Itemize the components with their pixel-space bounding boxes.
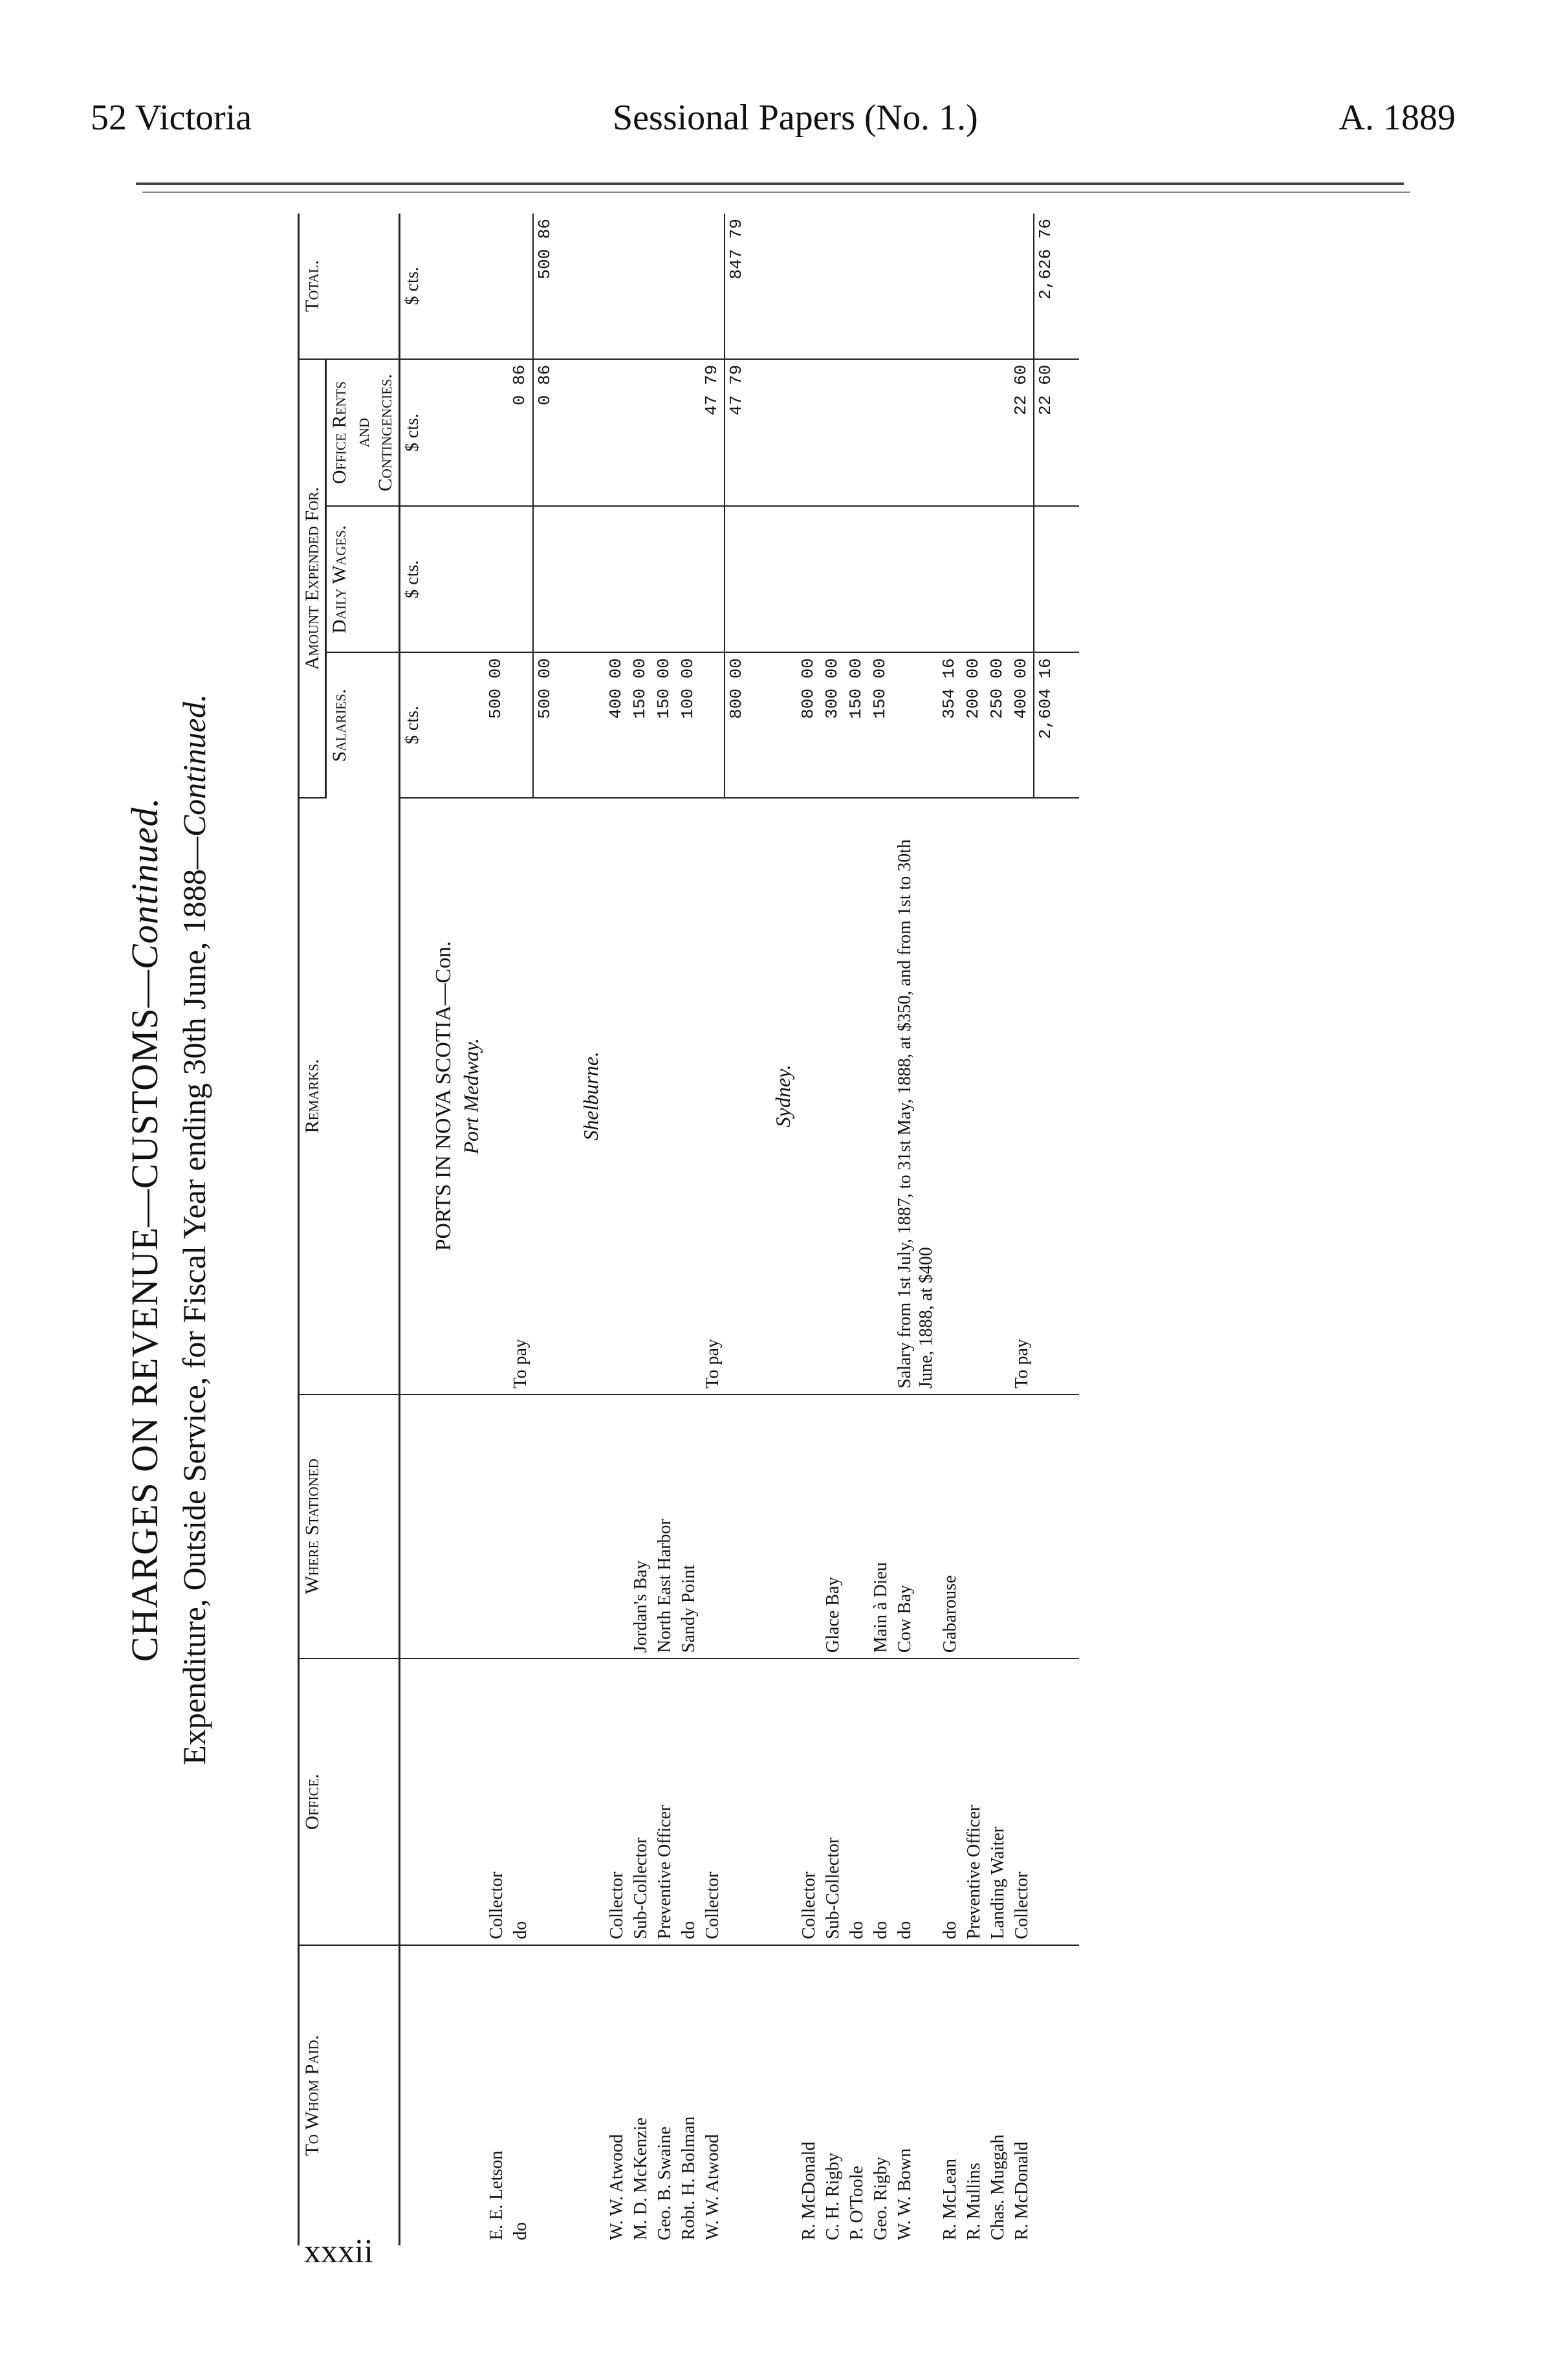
place-blank (770, 359, 797, 507)
total-amount (701, 214, 725, 359)
gap-cell (748, 359, 770, 507)
subtotal-blank (533, 1945, 556, 2245)
header-salaries: Salaries. (326, 652, 399, 798)
header-to-whom-paid: To Whom Paid. (299, 1945, 400, 2245)
salary-amount: 354 16 (938, 652, 962, 798)
section-subtotal-row (725, 214, 748, 2245)
office-title: do (869, 1658, 893, 1945)
office-title: Collector (701, 1658, 725, 1945)
place-blank (458, 1658, 485, 1945)
table-row (986, 214, 1010, 2245)
units-blank (399, 1394, 424, 1658)
payee-name: Robt. H. Bolman (679, 2116, 699, 2240)
place-blank (458, 214, 485, 359)
remarks (962, 798, 986, 1394)
place-row (458, 214, 485, 2245)
rents-amount (797, 359, 821, 507)
gap-cell (748, 506, 770, 652)
payee-name: E. E. Letson (486, 2150, 507, 2240)
section-subtotal-row (533, 214, 556, 2245)
office-title: Collector (1010, 1658, 1034, 1945)
subtotal-rents: 0 86 (533, 359, 556, 507)
remarks (821, 798, 845, 1394)
gap-cell (1057, 652, 1079, 798)
rents-amount (629, 359, 653, 507)
page-folio: xxxii (304, 2233, 373, 2270)
place-blank (578, 1945, 605, 2245)
total-amount (869, 214, 893, 359)
subtotal-blank (533, 1658, 556, 1945)
salary-amount: 150 00 (629, 652, 653, 798)
wages-amount (605, 506, 629, 652)
wages-amount (677, 506, 701, 652)
office-title: Sub-Collector (821, 1658, 845, 1945)
rents-amount: 0 86 (508, 359, 532, 507)
subtotal-blank (1034, 1394, 1057, 1658)
subtotal-blank (725, 1394, 748, 1658)
salary-amount: 150 00 (653, 652, 677, 798)
payee-name: C. H. Rigby (822, 2152, 843, 2240)
gap-cell (556, 1394, 578, 1658)
gap-cell (1057, 506, 1079, 652)
remarks (986, 798, 1010, 1394)
header-total: Total. (299, 214, 400, 359)
gap-cell (1057, 1394, 1079, 1658)
table-row (653, 214, 677, 2245)
header-office: Office. (299, 1658, 400, 1945)
salary-amount: 400 00 (1010, 652, 1034, 798)
total-amount (485, 214, 508, 359)
place-blank (458, 359, 485, 507)
table-row (508, 214, 532, 2245)
gap-cell (748, 1945, 770, 2245)
salary-amount: 200 00 (962, 652, 986, 798)
total-amount (938, 214, 962, 359)
rents-amount (893, 359, 938, 507)
region-row (424, 214, 458, 2245)
gap-cell (1057, 1945, 1079, 2245)
rents-amount (605, 359, 629, 507)
place-blank (770, 214, 797, 359)
place-blank (578, 1394, 605, 1658)
section-gap (556, 214, 578, 2245)
total-amount (962, 214, 986, 359)
salary-amount: 300 00 (821, 652, 845, 798)
rents-amount (653, 359, 677, 507)
rents-amount (821, 359, 845, 507)
total-amount (653, 214, 677, 359)
payee-name: R. Mullins (963, 2163, 984, 2240)
table-row (485, 214, 508, 2245)
payee-name: M. D. McKenzie (630, 2117, 651, 2240)
station: Gabarouse (938, 1394, 962, 1658)
wages-amount (797, 506, 821, 652)
subtotal-total: 500 86 (533, 214, 556, 359)
total-amount (677, 214, 701, 359)
place-name: Shelburne. (578, 798, 605, 1394)
rents-amount (938, 359, 962, 507)
wages-amount (508, 506, 532, 652)
payee-name: R. McLean (939, 2159, 960, 2240)
salary-amount (701, 652, 725, 798)
station: Main à Dieu (869, 1394, 893, 1658)
payee-name: Chas. Muggah (987, 2134, 1008, 2240)
total-amount (508, 214, 532, 359)
expenditure-table (298, 214, 1079, 2245)
place-blank (770, 506, 797, 652)
place-blank (578, 506, 605, 652)
office-title: do (845, 1658, 869, 1945)
salary-amount: 100 00 (677, 652, 701, 798)
section-subtotal-row (1034, 214, 1057, 2245)
rents-amount (869, 359, 893, 507)
remarks (485, 798, 508, 1394)
rents-amount: 22 60 (1010, 359, 1034, 507)
subtotal-blank (1034, 798, 1057, 1394)
remarks (629, 798, 653, 1394)
subtotal-wages (533, 506, 556, 652)
table-row (821, 214, 845, 2245)
place-blank (770, 1945, 797, 2245)
subtotal-wages (725, 506, 748, 652)
payee-name: W. W. Atwood (606, 2134, 627, 2240)
station: North East Harbor (653, 1394, 677, 1658)
payee-name: Geo. B. Swaine (655, 2126, 675, 2240)
place-blank (770, 1658, 797, 1945)
gap-cell (1057, 1658, 1079, 1945)
subtotal-salaries: 500 00 (533, 652, 556, 798)
station (701, 1394, 725, 1658)
gap-cell (748, 798, 770, 1394)
subtotal-blank (1034, 1658, 1057, 1945)
units-blank (399, 1658, 424, 1945)
office-title: Preventive Officer (653, 1658, 677, 1945)
station (962, 1394, 986, 1658)
subtotal-blank (725, 1945, 748, 2245)
office-title: Landing Waiter (986, 1658, 1010, 1945)
place-blank (458, 1945, 485, 2245)
wages-amount (869, 506, 893, 652)
salary-amount (508, 652, 532, 798)
office-title: Collector (797, 1658, 821, 1945)
wages-amount (1010, 506, 1034, 652)
place-row (770, 214, 797, 2245)
table-row (701, 214, 725, 2245)
subtotal-rents: 22 60 (1034, 359, 1057, 507)
place-blank (770, 652, 797, 798)
subtotal-blank (533, 798, 556, 1394)
place-blank (770, 1394, 797, 1658)
table-row (629, 214, 653, 2245)
payee-name: W. W. Bown (894, 2148, 915, 2240)
section-gap (1057, 214, 1079, 2245)
salary-amount: 800 00 (797, 652, 821, 798)
rotated-page-content (123, 214, 1397, 2245)
wages-amount (845, 506, 869, 652)
wages-amount (485, 506, 508, 652)
gap-cell (748, 1658, 770, 1945)
office-title: do (893, 1658, 938, 1945)
region-blank (424, 1658, 458, 1945)
region-blank (424, 359, 458, 507)
place-name: Sydney. (770, 798, 797, 1394)
subtotal-salaries: 2,604 16 (1034, 652, 1057, 798)
remarks: To pay (701, 798, 725, 1394)
units-salaries: $ cts. (399, 652, 424, 798)
total-amount (893, 214, 938, 359)
rents-amount (677, 359, 701, 507)
payee-name: R. McDonald (1011, 2141, 1032, 2240)
region-blank (424, 652, 458, 798)
subtitle-text: Expenditure, Outside Service, for Fiscal Year ending 30th June, 1888— (176, 837, 212, 1765)
rents-amount (986, 359, 1010, 507)
station (797, 1394, 821, 1658)
table-row (893, 214, 938, 2245)
table-row (938, 214, 962, 2245)
table-row (962, 214, 986, 2245)
subtotal-rents: 47 79 (725, 359, 748, 507)
station (508, 1394, 532, 1658)
place-blank (458, 652, 485, 798)
units-wages: $ cts. (399, 506, 424, 652)
header-daily-wages: Daily Wages. (326, 506, 399, 652)
running-header (91, 97, 1456, 155)
table-row (845, 214, 869, 2245)
units-blank (399, 1945, 424, 2245)
gap-cell (748, 214, 770, 359)
units-blank (399, 798, 424, 1394)
title-text: CHARGES ON REVENUE—CUSTOMS— (124, 969, 166, 1662)
remarks (845, 798, 869, 1394)
table-titles (123, 214, 285, 2245)
total-amount (797, 214, 821, 359)
wages-amount (986, 506, 1010, 652)
subtitle-continued: Continued. (176, 694, 212, 837)
office-title: do (938, 1658, 962, 1945)
header-publication: Sessional Papers (No. 1.) (613, 98, 978, 138)
region-heading: PORTS IN NOVA SCOTIA—Con. (424, 798, 458, 1394)
station: Glace Bay (821, 1394, 845, 1658)
title-continued: Continued. (124, 797, 166, 970)
office-title: do (677, 1658, 701, 1945)
header-year: A. 1889 (1339, 98, 1456, 138)
total-amount (986, 214, 1010, 359)
subtotal-wages (1034, 506, 1057, 652)
office-title: Preventive Officer (962, 1658, 986, 1945)
gap-cell (556, 652, 578, 798)
total-amount (629, 214, 653, 359)
remarks (653, 798, 677, 1394)
payee-name: W. W. Atwood (703, 2134, 723, 2240)
place-blank (578, 359, 605, 507)
remarks: To pay (1010, 798, 1034, 1394)
region-blank (424, 214, 458, 359)
gap-cell (748, 1394, 770, 1658)
gap-cell (556, 214, 578, 359)
station (845, 1394, 869, 1658)
payee-name: Geo. Rigby (870, 2156, 891, 2240)
table-row (605, 214, 629, 2245)
wages-amount (938, 506, 962, 652)
salary-amount: 400 00 (605, 652, 629, 798)
total-amount (605, 214, 629, 359)
total-amount (821, 214, 845, 359)
salary-amount (893, 652, 938, 798)
place-row (578, 214, 605, 2245)
remarks: Salary from 1st July, 1887, to 31st May, 1888, at $350, and from 1st to 30th June, 1888, at $400 (893, 798, 938, 1394)
payee-name: P. O'Toole (846, 2165, 867, 2240)
table-subtitle (175, 214, 213, 2245)
wages-amount (701, 506, 725, 652)
office-title: do (508, 1658, 532, 1945)
gap-cell (556, 798, 578, 1394)
total-amount (845, 214, 869, 359)
subtotal-blank (725, 798, 748, 1394)
header-remarks: Remarks. (299, 798, 400, 1394)
table-row (1010, 214, 1034, 2245)
place-blank (458, 1394, 485, 1658)
place-blank (458, 506, 485, 652)
header-rule (136, 182, 1404, 185)
rents-amount (845, 359, 869, 507)
station (605, 1394, 629, 1658)
rents-amount: 47 79 (701, 359, 725, 507)
salary-amount: 150 00 (869, 652, 893, 798)
header-rule-thin (142, 192, 1410, 193)
station: Jordan's Bay (629, 1394, 653, 1658)
station (986, 1394, 1010, 1658)
table-row (677, 214, 701, 2245)
units-rents: $ cts. (399, 359, 424, 507)
gap-cell (556, 506, 578, 652)
units-row (399, 214, 424, 2245)
remarks (869, 798, 893, 1394)
office-title: Collector (605, 1658, 629, 1945)
salary-amount: 500 00 (485, 652, 508, 798)
region-blank (424, 1394, 458, 1658)
station (1010, 1394, 1034, 1658)
region-blank (424, 506, 458, 652)
table-body (399, 214, 1078, 2245)
wages-amount (653, 506, 677, 652)
table-title (123, 214, 166, 2245)
salary-amount: 250 00 (986, 652, 1010, 798)
gap-cell (556, 359, 578, 507)
total-amount (1010, 214, 1034, 359)
gap-cell (1057, 798, 1079, 1394)
subtotal-total: 2,626 76 (1034, 214, 1057, 359)
gap-cell (748, 652, 770, 798)
office-title: Collector (485, 1658, 508, 1945)
section-gap (748, 214, 770, 2245)
table-row (797, 214, 821, 2245)
place-name: Port Medway. (458, 798, 485, 1394)
payee-name: R. McDonald (798, 2141, 819, 2240)
subtotal-total: 847 79 (725, 214, 748, 359)
wages-amount (962, 506, 986, 652)
header-where-stationed: Where Stationed (299, 1394, 400, 1658)
subtotal-salaries: 800 00 (725, 652, 748, 798)
rents-amount (485, 359, 508, 507)
wages-amount (821, 506, 845, 652)
place-blank (578, 1658, 605, 1945)
gap-cell (1057, 359, 1079, 507)
salary-amount: 150 00 (845, 652, 869, 798)
header-session: 52 Victoria (91, 98, 252, 138)
gap-cell (1057, 214, 1079, 359)
office-title: Sub-Collector (629, 1658, 653, 1945)
remarks: To pay (508, 798, 532, 1394)
gap-cell (556, 1658, 578, 1945)
subtotal-blank (725, 1658, 748, 1945)
table-row (869, 214, 893, 2245)
subtotal-blank (533, 1394, 556, 1658)
header-office-rents: Office Rents and Contingencies. (326, 359, 399, 507)
wages-amount (629, 506, 653, 652)
rents-amount (962, 359, 986, 507)
gap-cell (556, 1945, 578, 2245)
remarks (677, 798, 701, 1394)
place-blank (578, 652, 605, 798)
units-total: $ cts. (399, 214, 424, 359)
region-blank (424, 1945, 458, 2245)
remarks (797, 798, 821, 1394)
station: Cow Bay (893, 1394, 938, 1658)
subtotal-blank (1034, 1945, 1057, 2245)
payee-name: do (510, 2222, 531, 2240)
remarks (605, 798, 629, 1394)
station (485, 1394, 508, 1658)
place-blank (578, 214, 605, 359)
station: Sandy Point (677, 1394, 701, 1658)
remarks (938, 798, 962, 1394)
wages-amount (893, 506, 938, 652)
header-amount-expended-for: Amount Expended For. (299, 359, 326, 798)
